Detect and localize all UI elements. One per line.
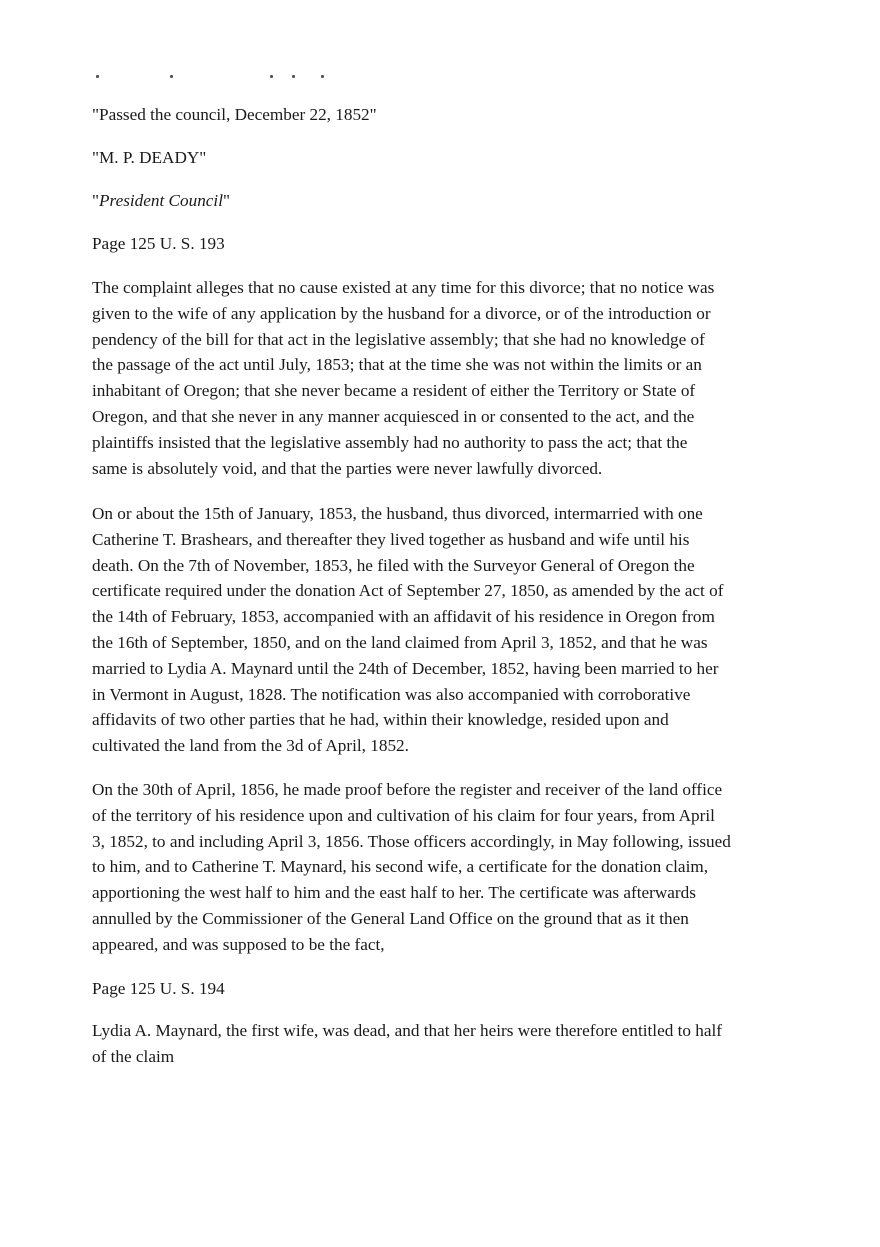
signer-title: President Council <box>99 191 223 210</box>
paragraph-line: death. On the 7th of November, 1853, he filed with the Surveyor General of Oregon the <box>92 555 695 575</box>
paragraph-line: the passage of the act until July, 1853; that at the time she was not within the limits or an <box>92 355 702 375</box>
paragraph-line: On or about the 15th of January, 1853, the husband, thus divorced, intermarried with one <box>92 504 703 523</box>
paragraph-line: the 14th of February, 1853, accompanied with an affidavit of his residence in Oregon from <box>92 607 715 627</box>
paragraph-remarriage <box>92 501 792 759</box>
paragraph-line: pendency of the bill for that act in the legislative assembly; that she had no knowledge of <box>92 329 705 349</box>
paragraph-line: to him, and to Catherine T. Maynard, his second wife, a certificate for the donation claim, <box>92 857 709 877</box>
paragraph-line: Catherine T. Brashears, and thereafter they lived together as husband and wife until his <box>92 529 690 549</box>
paragraph-line: On the 30th of April, 1856, he made proof before the register and receiver of the land office <box>92 780 723 799</box>
signer-name-line: "M. P. DEADY" <box>92 148 207 167</box>
paragraph-line: Lydia A. Maynard, the first wife, was dead, and that her heirs were therefore entitled to half <box>92 1021 722 1040</box>
truncated-previous-line <box>92 75 332 79</box>
paragraph-line: married to Lydia A. Maynard until the 24th of December, 1852, having been married to her <box>92 658 719 678</box>
title-open-quote: " <box>92 191 100 210</box>
paragraph-line: of the claim <box>92 1046 175 1066</box>
paragraph-line: same is absolutely void, and that the parties were never lawfully divorced. <box>92 458 603 478</box>
paragraph-line: inhabitant of Oregon; that she never became a resident of either the Territory or State of <box>92 381 696 401</box>
paragraph-line: certificate required under the donation Act of September 27, 1850, as amended by the act of <box>92 581 724 601</box>
paragraph-line: affidavits of two other parties that he had, within their knowledge, resided upon and <box>92 710 669 730</box>
paragraph-line: Oregon, and that she never in any manner acquiesced in or consented to the act, and the <box>92 406 695 426</box>
paragraph-proof <box>92 777 792 958</box>
paragraph-line: in Vermont in August, 1828. The notification was also accompanied with corroborative <box>92 684 691 704</box>
paragraph-complaint <box>92 275 792 481</box>
paragraph-first-wife <box>92 1018 792 1070</box>
paragraph-line: appeared, and was supposed to be the fact, <box>92 934 385 954</box>
paragraph-line: the 16th of September, 1850, and on the land claimed from April 3, 1852, and that he was <box>92 632 708 652</box>
paragraph-line: annulled by the Commissioner of the General Land Office on the ground that as it then <box>92 908 689 928</box>
signer-title-line <box>92 190 230 212</box>
paragraph-line: 3, 1852, to and including April 3, 1856. Those officers accordingly, in May following, issued <box>92 831 731 851</box>
paragraph-line: apportioning the west half to him and the east half to her. The certificate was afterwards <box>92 883 696 903</box>
paragraph-line: of the territory of his residence upon and cultivation of his claim for four years, from April <box>92 805 715 825</box>
paragraph-line: cultivated the land from the 3d of April, 1852. <box>92 736 409 756</box>
paragraph-line: given to the wife of any application by the husband for a divorce, or of the introduction or <box>92 303 711 323</box>
page-reference-193: Page 125 U. S. 193 <box>92 234 225 253</box>
paragraph-line: plaintiffs insisted that the legislative assembly had no authority to pass the act; that the <box>92 432 688 452</box>
passed-council-line: "Passed the council, December 22, 1852" <box>92 105 377 124</box>
title-close-quote: " <box>223 191 231 210</box>
page-reference-194: Page 125 U. S. 194 <box>92 979 225 998</box>
paragraph-line: The complaint alleges that no cause existed at any time for this divorce; that no notice was <box>92 278 715 297</box>
